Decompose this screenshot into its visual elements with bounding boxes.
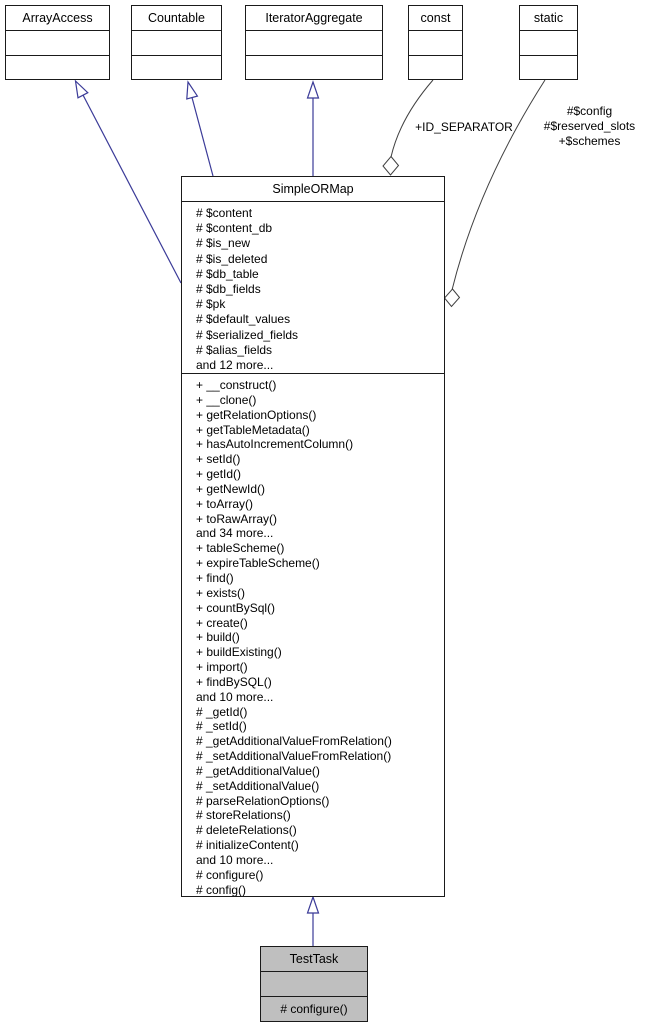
attributes-compartment	[261, 972, 367, 997]
class-title: TestTask	[261, 947, 367, 972]
member-line: # _setId()	[196, 719, 247, 734]
member-line: # _getId()	[196, 704, 248, 719]
member-line: + findBySQL()	[196, 674, 272, 689]
member-line: + setId()	[196, 452, 241, 467]
attributes-compartment	[182, 202, 444, 374]
class-box-countable[interactable]	[131, 5, 222, 80]
inheritance-arrowhead-icon	[187, 82, 198, 99]
member-line: # $is_deleted	[196, 251, 268, 266]
member-line: # _setAdditionalValueFromRelation()	[196, 749, 392, 764]
member-line: # $content	[196, 206, 253, 220]
member-line: # parseRelationOptions()	[196, 793, 330, 808]
member-line: + hasAutoIncrementColumn()	[196, 437, 354, 452]
methods-compartment: # configure()	[280, 1002, 348, 1016]
member-line: + toRawArray()	[196, 511, 278, 526]
member-line: # $pk	[196, 297, 226, 312]
member-line: #$config	[566, 104, 613, 118]
class-title: Countable	[132, 6, 221, 31]
member-line: + import()	[196, 660, 248, 675]
class-title: static	[520, 6, 577, 31]
class-box-testtask[interactable]	[260, 946, 368, 1022]
class-box-simpleormap[interactable]	[181, 176, 445, 897]
edge-label-static-members	[531, 104, 648, 149]
class-title: ArrayAccess	[6, 6, 109, 31]
member-line: + buildExisting()	[196, 645, 282, 660]
class-box-iteratoraggregate[interactable]	[245, 5, 383, 80]
member-line: # $db_fields	[196, 282, 261, 297]
methods-compartment	[520, 56, 577, 80]
attributes-compartment	[246, 31, 382, 56]
methods-compartment	[409, 56, 462, 80]
attributes-compartment	[6, 31, 109, 56]
class-title: IteratorAggregate	[246, 6, 382, 31]
inheritance-edge-countable	[192, 98, 213, 177]
member-line: + getId()	[196, 467, 242, 482]
member-line: # initializeContent()	[196, 838, 299, 853]
class-title: const	[409, 6, 462, 31]
edge-label-id-separator: +ID_SEPARATOR	[415, 120, 513, 134]
methods-compartment	[132, 56, 221, 80]
member-line: # config()	[196, 882, 247, 896]
inheritance-arrowhead-icon	[308, 82, 319, 98]
methods-compartment	[6, 56, 109, 80]
member-line: + expireTableScheme()	[196, 556, 320, 571]
member-line: + countBySql()	[196, 600, 276, 615]
member-line: # $db_table	[196, 266, 259, 281]
member-line: and 10 more...	[196, 689, 274, 704]
inheritance-arrowhead-icon	[76, 81, 88, 98]
class-box-static	[519, 5, 578, 80]
member-line: + getNewId()	[196, 481, 266, 496]
member-line: and 12 more...	[196, 358, 274, 373]
attributes-compartment	[520, 31, 577, 56]
member-line: # storeRelations()	[196, 808, 291, 823]
inheritance-arrowhead-icon	[308, 897, 319, 913]
member-line: # $content_db	[196, 221, 273, 236]
aggregation-diamond-icon	[445, 289, 460, 307]
member-line: # $alias_fields	[196, 342, 273, 357]
member-line: + __clone()	[196, 392, 257, 407]
member-line: + getRelationOptions()	[196, 407, 317, 422]
member-line: + __construct()	[196, 378, 277, 392]
aggregation-diamond-icon	[383, 157, 399, 176]
member-line: + getTableMetadata()	[196, 422, 310, 437]
member-line: # _getAdditionalValueFromRelation()	[196, 734, 392, 749]
attributes-compartment	[409, 31, 462, 56]
member-line: #$reserved_slots	[543, 119, 636, 133]
usage-edge-const	[391, 80, 433, 157]
member-line: # configure()	[196, 867, 264, 882]
member-line: # $serialized_fields	[196, 327, 299, 342]
member-line: and 34 more...	[196, 526, 274, 541]
member-line: +$schemes	[558, 134, 621, 148]
member-line: + find()	[196, 570, 234, 585]
member-line: # $is_new	[196, 236, 251, 251]
class-title: SimpleORMap	[182, 177, 444, 202]
member-line: # _getAdditionalValue()	[196, 763, 320, 778]
methods-compartment	[246, 56, 382, 80]
attributes-compartment	[132, 31, 221, 56]
member-line: and 10 more...	[196, 853, 274, 867]
inheritance-edge-arrayaccess	[83, 95, 181, 283]
member-line: # $default_values	[196, 312, 291, 327]
member-line: # deleteRelations()	[196, 823, 297, 838]
member-line: + tableScheme()	[196, 541, 285, 556]
class-box-arrayaccess[interactable]	[5, 5, 110, 80]
member-line: + toArray()	[196, 496, 254, 511]
member-line: + exists()	[196, 585, 246, 600]
class-box-const	[408, 5, 463, 80]
member-line: + create()	[196, 615, 248, 630]
member-line: # _setAdditionalValue()	[196, 778, 320, 793]
methods-compartment	[182, 374, 444, 896]
member-line: + build()	[196, 630, 240, 645]
